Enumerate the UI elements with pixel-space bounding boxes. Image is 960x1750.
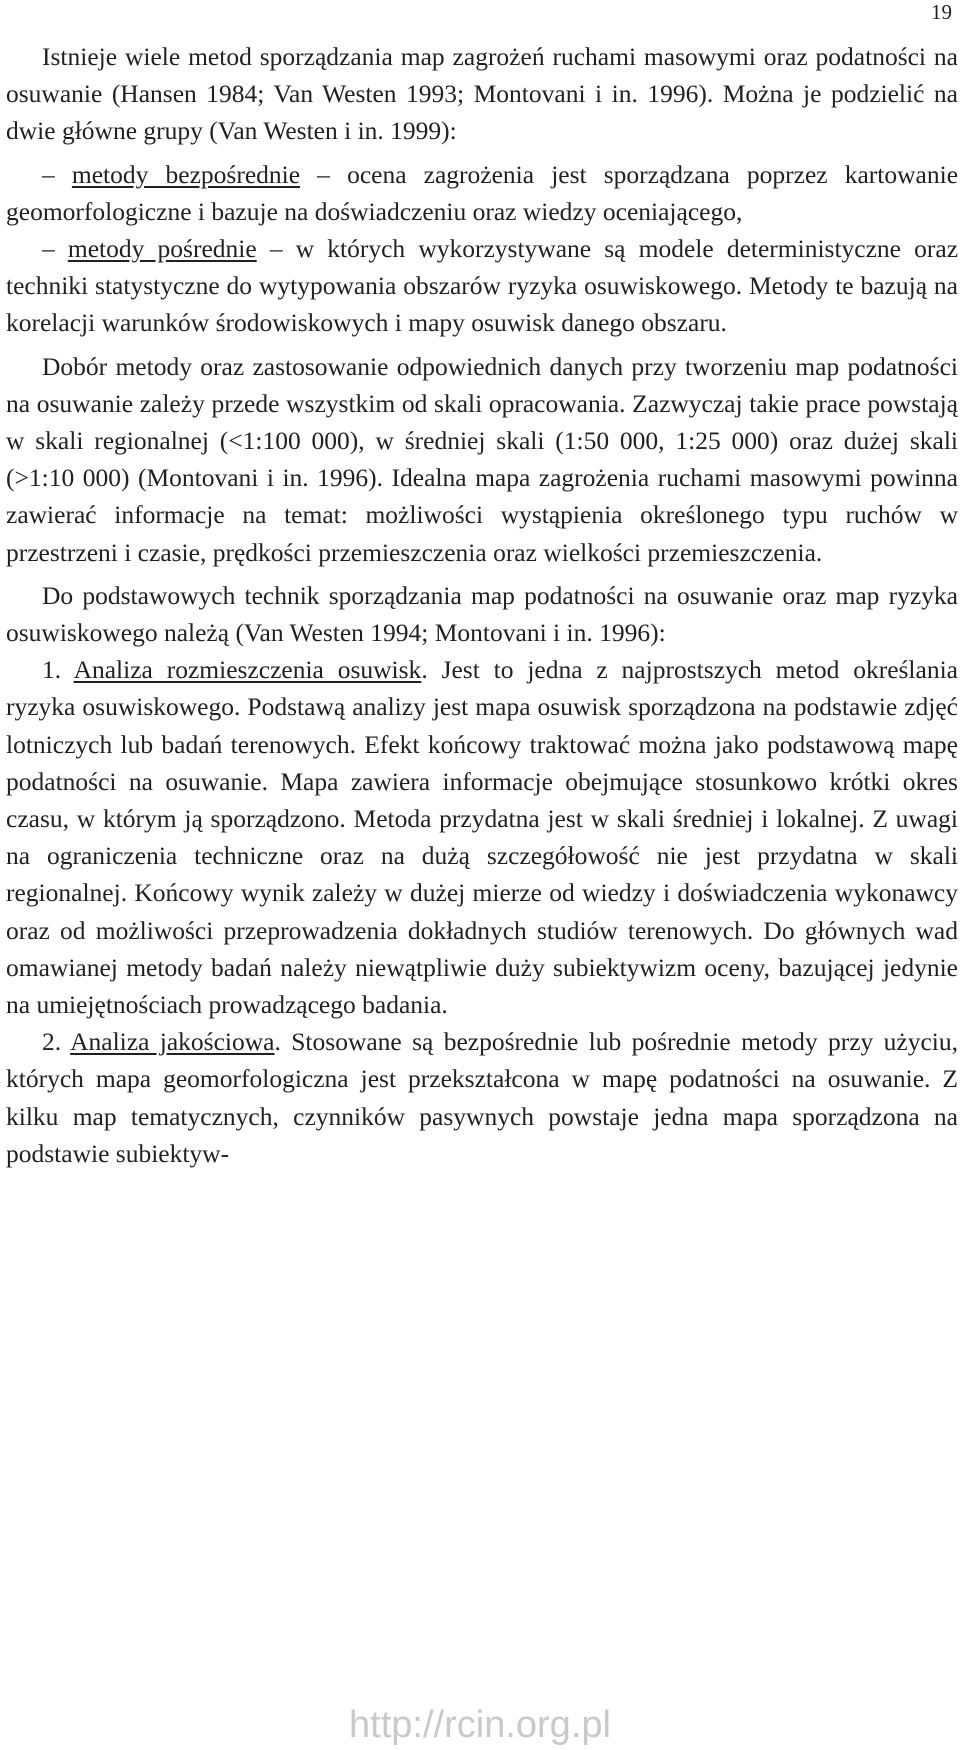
list-dash: – [42,159,55,189]
footer-url-watermark: http://rcin.org.pl [349,1704,611,1746]
term-distribution-analysis: Analiza rozmieszczenia osuwisk [73,655,422,685]
list-item-text: . Stosowane są bezpośrednie lub pośrednie metody przy użyciu, których mapa geomorfologiczna jest przekształcona w mapę podatności na osuwanie. Z kilku map tematycznych, czynników pasywnych powstaje jedna mapa sporządzona na podstawie subiektyw- [6,1027,959,1168]
list-item-text: . Jest to jedna z najprostszych metod określania ryzyka osuwiskowego. Podstawą analizy jest mapa osuwisk sporządzona na podstawie zdjęć lotniczych lub badań terenowych. Efekt końcowy traktować można jako podstawową mapę podatności na osuwanie. Mapa zawiera informacje obejmujące stosunkowo krótki okres czasu, w którym ją sporządzono. Metoda przydatna jest w skali średniej i lokalnej. Z uwagi na ograniczenia techniczne oraz na dużą szczegółowość nie jest przydatna w skali regionalnej. Końcowy wynik zależy w dużej mierze od wiedzy i doświadczenia wykonawcy oraz od możliwości przeprowadzenia dokładnych studiów terenowych. Do głównych wad omawianej metody badań należy niewątpliwie duży subiektywizm oceny, bazującej jedynie na umiejętnościach prowadzącego badania. [6,655,958,1020]
paragraph-techniques-intro: Do podstawowych technik sporządzania map podatności na osuwanie oraz map ryzyka osuwiskowego należą (Van Westen 1994; Montovani i in. 1996): [6,580,958,648]
term-direct-methods: metody bezpośrednie [71,159,301,189]
page-number: 19 [931,0,952,24]
term-qualitative-analysis: Analiza jakościowa [70,1027,275,1057]
list-item-direct-methods [6,156,958,230]
list-item-distribution-analysis [6,651,958,1023]
document-body [6,38,958,1172]
list-item-text: – w których wykorzystywane są modele deterministyczne oraz techniki statystyczne do wytypowania obszarów ryzyka osuwiskowego. Metody te bazują na korelacji warunków środowiskowych i mapy osuwisk danego obszaru. [6,234,959,338]
list-item-qualitative-analysis [6,1023,958,1172]
list-number: 2. [42,1027,62,1057]
paragraph-intro: Istnieje wiele metod sporządzania map zagrożeń ruchami masowymi oraz podatności na osuwanie (Hansen 1984; Van Westen 1993; Montovani i in. 1996). Można je podzielić na dwie główne grupy (Van Westen i in. 1999): [6,42,958,146]
term-indirect-methods: metody pośrednie [67,234,257,264]
list-dash: – [42,234,55,264]
list-number: 1. [42,655,62,685]
list-item-text: – ocena zagrożenia jest sporządzana poprzez kartowanie geomorfologiczne i bazuje na doświadczeniu oraz wiedzy oceniającego, [6,159,959,226]
paragraph-method-selection: Dobór metody oraz zastosowanie odpowiednich danych przy tworzeniu map podatności na osuwanie zależy przede wszystkim od skali opracowania. Zazwyczaj takie prace powstają w skali regionalnej (<1:100 000), w średniej skali (1:50 000, 1:25 000) oraz dużej skali (>1:10 000) (Montovani i in. 1996). Idealna mapa zagrożenia ruchami masowymi powinna zawierać informacje na temat: możliwości wystąpienia określonego typu ruchów w przestrzeni i czasie, prędkości przemieszczenia oraz wielkości przemieszczenia. [6,351,958,567]
list-item-indirect-methods [6,230,958,342]
